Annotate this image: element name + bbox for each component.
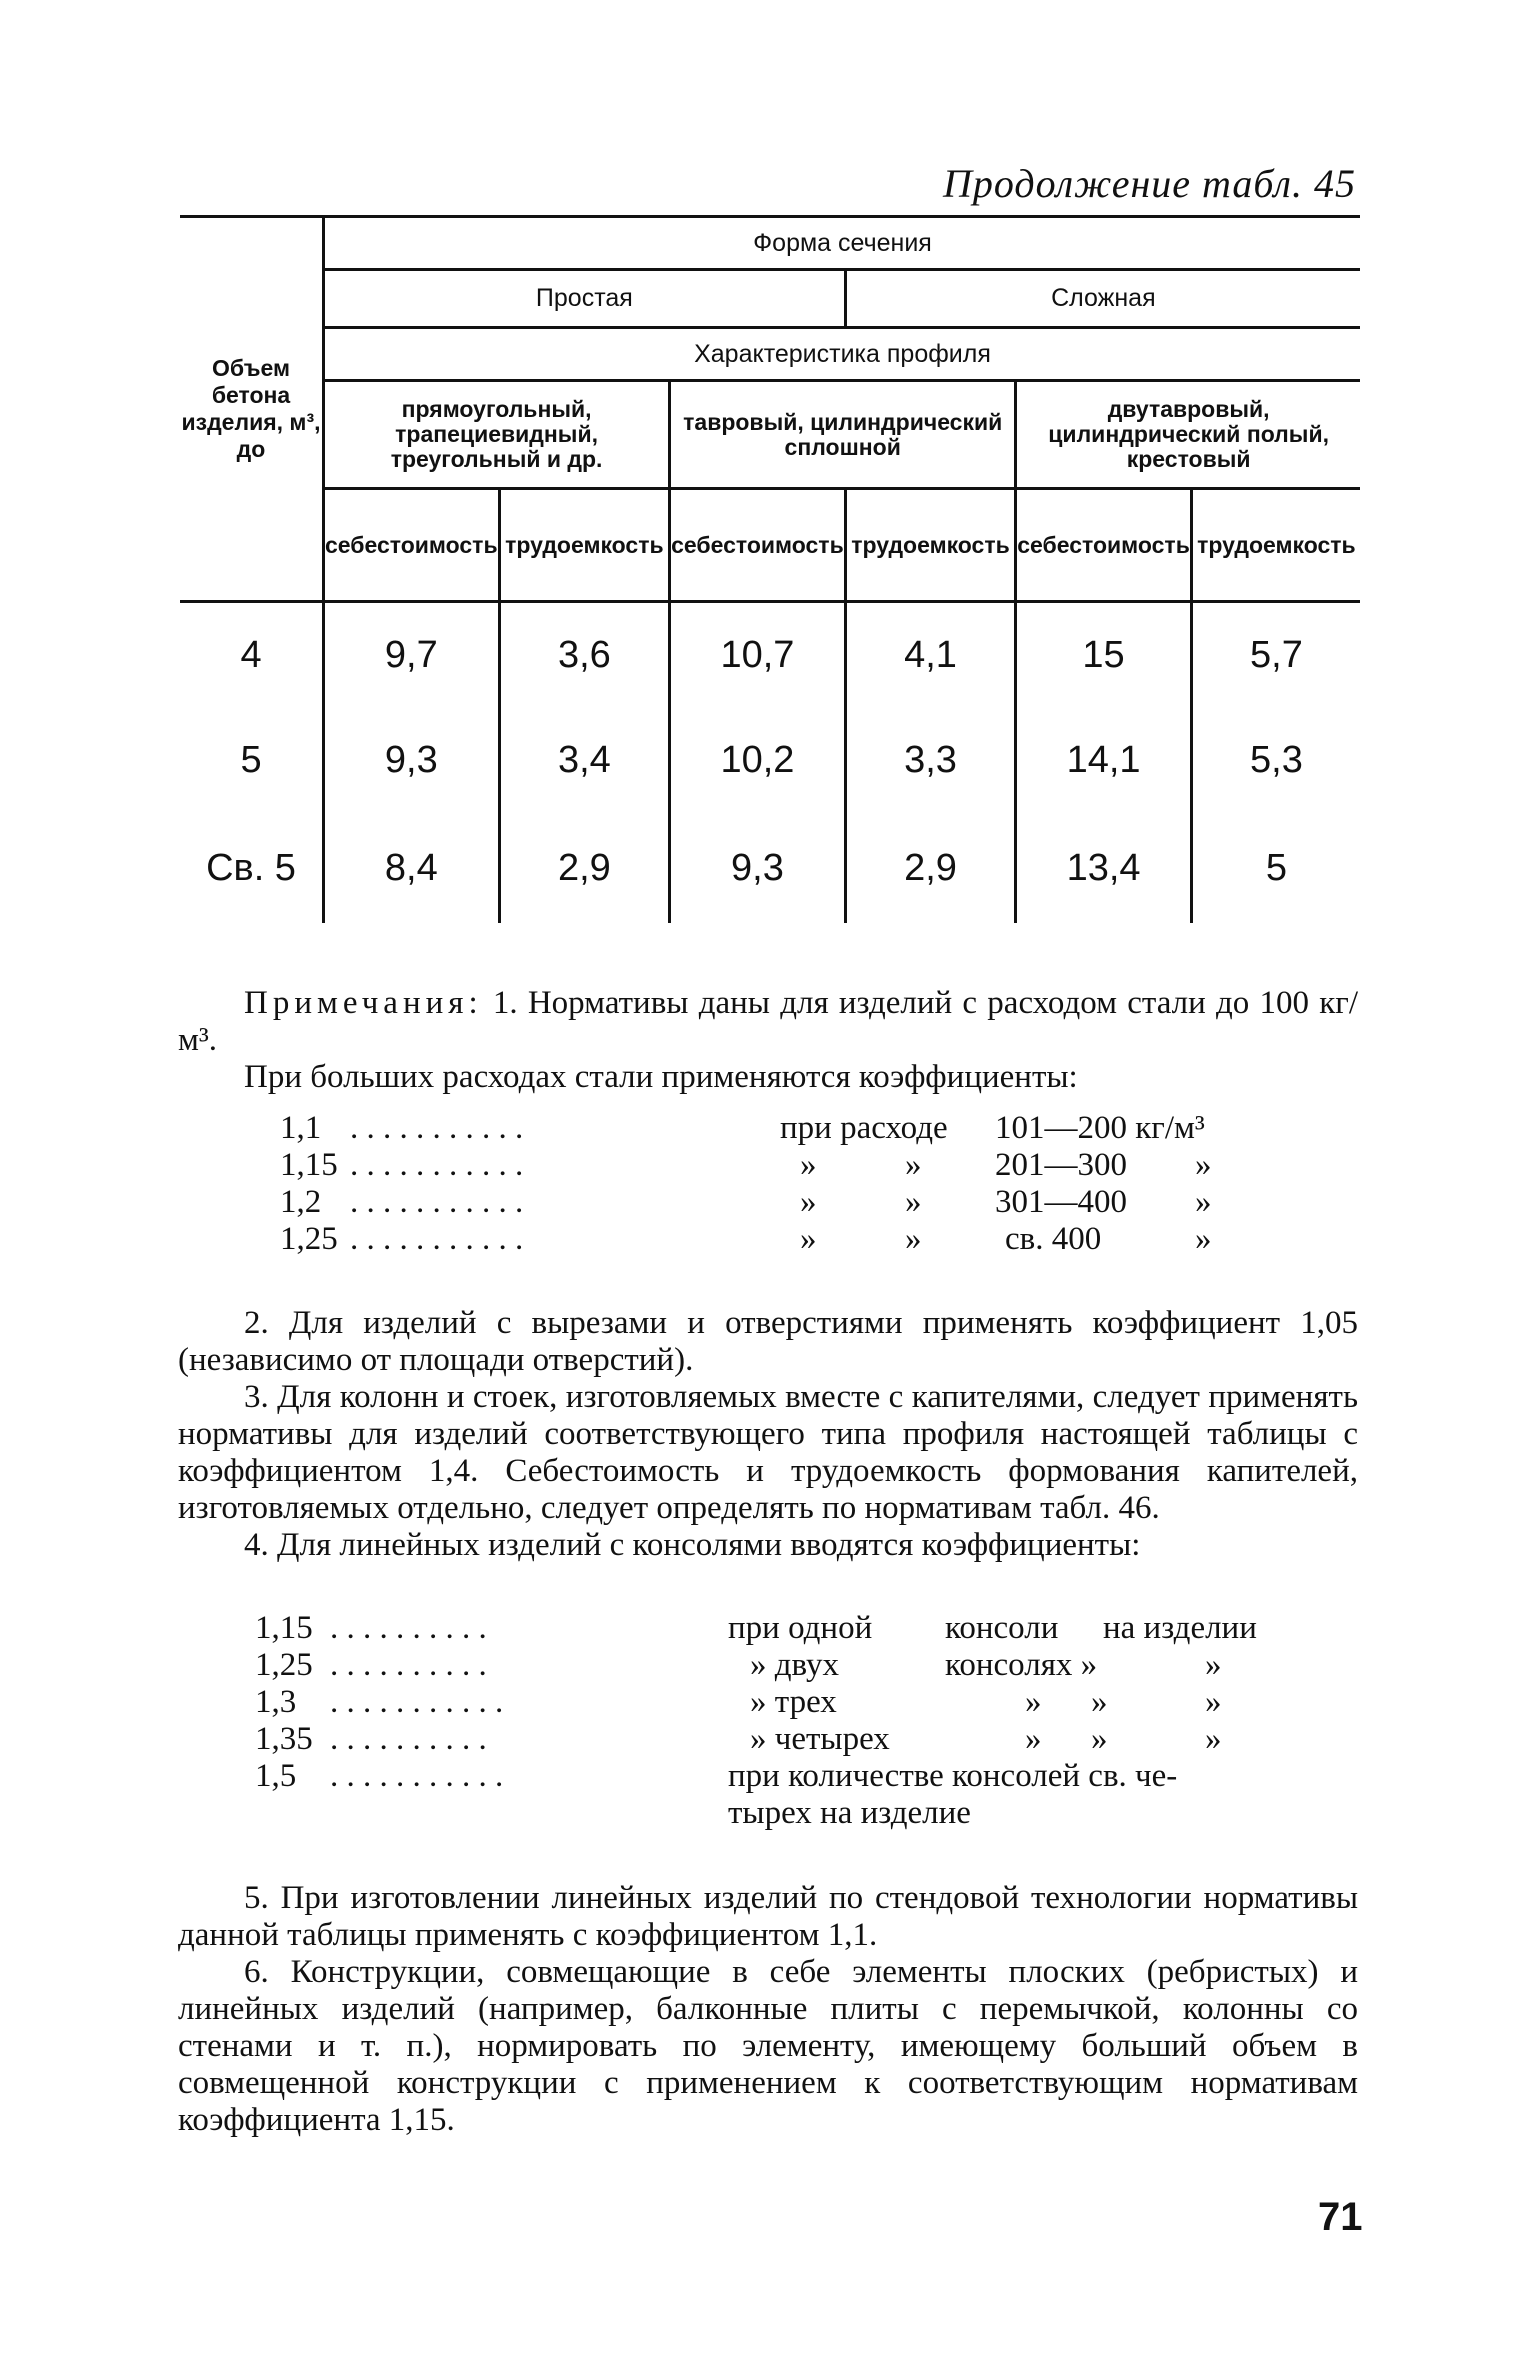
table-caption: Продолжение табл. 45 [942,161,1356,206]
value-cell: 5 [1191,813,1360,923]
header-form: Форма сечения [324,218,1360,270]
value-cell: 8,4 [324,813,500,923]
value-cell: 2,9 [499,813,670,923]
list-item: тырех на изделие [728,1795,971,1831]
table-row [180,602,1360,709]
value-cell: 13,4 [1016,813,1192,923]
value-cell: 5,3 [1191,708,1360,813]
header-group-complex: Сложная [845,270,1360,328]
subcol-cost: себестоимость [324,489,500,602]
list-item: 1,3 . . . . . . . . . . . » трех » » » [255,1684,1222,1720]
value-cell: 10,7 [670,602,846,709]
value-cell: 10,2 [670,708,846,813]
subcol-labor: трудоемкость [845,489,1016,602]
value-cell: 9,3 [324,708,500,813]
list-item: 1,2 . . . . . . . . . . . » » 301—400 » [280,1184,1212,1220]
notes-section-3 [178,1880,1358,2139]
list-item: 1,15 . . . . . . . . . . при одной консоли на изделии [255,1610,1257,1646]
list-item: 1,25 . . . . . . . . . . » двух консолях » » [255,1647,1222,1683]
note-4: 4. Для линейных изделий с консолями вводятся коэффициенты: [244,1527,1141,1563]
header-volume: Объем бетона изделия, м³, до [180,218,324,602]
note-5: 5. При изготовлении линейных изделий по стендовой технологии нормативы данной таблицы применять с коэффициентом 1,1. [178,1880,1358,1953]
list-item: 1,15 . . . . . . . . . . . » » 201—300 » [280,1147,1212,1183]
volume-cell: 4 [240,634,262,676]
console-coefficients-list [255,1610,1305,1832]
profile-ibeam: двутавровый, цилиндрический полый, крестовый [1016,381,1360,489]
volume-cell: 5 [240,739,262,781]
value-cell: 15 [1016,602,1192,709]
profile-tee: тавровый, цилиндрический сплошной [670,381,1016,489]
list-item: 1,35 . . . . . . . . . . » четырех » » » [255,1721,1222,1757]
header-profile: Характеристика профиля [324,328,1360,381]
list-item: 1,25 . . . . . . . . . . . » » св. 400 » [280,1221,1212,1257]
value-cell: 9,3 [670,813,846,923]
note-1 [178,985,1358,1059]
notes-section [178,985,1358,1096]
note-1-continuation: При больших расходах стали применяются коэффициенты: [244,1059,1078,1095]
page-number: 71 [1318,2195,1363,2239]
steel-coefficients-list [280,1110,1280,1258]
value-cell: 5,7 [1191,602,1360,709]
table-row [180,813,1360,923]
value-cell: 9,7 [324,602,500,709]
value-cell: 4,1 [845,602,1016,709]
note-2: 2. Для изделий с вырезами и отверстиями применять коэффициент 1,05 (независимо от площади отверстий). [178,1305,1358,1378]
list-item: 1,5 . . . . . . . . . . . при количестве консолей св. че- [255,1758,1178,1794]
value-cell: 3,6 [499,602,670,709]
value-cell: 3,3 [845,708,1016,813]
volume-cell: Св. 5 [206,846,296,889]
subcol-labor: трудоемкость [499,489,670,602]
notes-section-2 [178,1305,1358,1564]
table-row [180,708,1360,813]
note-6: 6. Конструкции, совмещающие в себе элементы плоских (ребристых) и линейных изделий (например, балконные плиты с перемычкой, колонны со стенами и т. п.), нормировать по элементу, имеющему больший объем в совмещенной конструкции с применением к соответствующим нормативам коэффициента 1,15. [178,1954,1358,2138]
list-item: 1,1 . . . . . . . . . . . при расходе 101—200 кг/м³ [280,1110,1205,1146]
subcol-cost: себестоимость [670,489,846,602]
note-3: 3. Для колонн и стоек, изготовляемых вместе с капителями, следует применять нормативы для изделий соответствующего типа профиля настоящей таблицы с коэффициентом 1,4. Себестоимость и трудоемкость формования капителей, изготовляемых отдельно, следует определять по нормативам табл. 46. [178,1379,1358,1526]
norms-table [180,218,1360,923]
value-cell: 2,9 [845,813,1016,923]
header-group-simple: Простая [324,270,846,328]
profile-rectangular: прямоугольный, трапециевидный, треугольный и др. [324,381,670,489]
notes-label: Примечания: [244,985,483,1021]
value-cell: 14,1 [1016,708,1192,813]
subcol-labor: трудоемкость [1191,489,1360,602]
value-cell: 3,4 [499,708,670,813]
subcol-cost: себестоимость [1016,489,1192,602]
note-1-text: 1. Нормативы даны для изделий с расходом стали до 100 кг/м³. [178,985,1358,1058]
